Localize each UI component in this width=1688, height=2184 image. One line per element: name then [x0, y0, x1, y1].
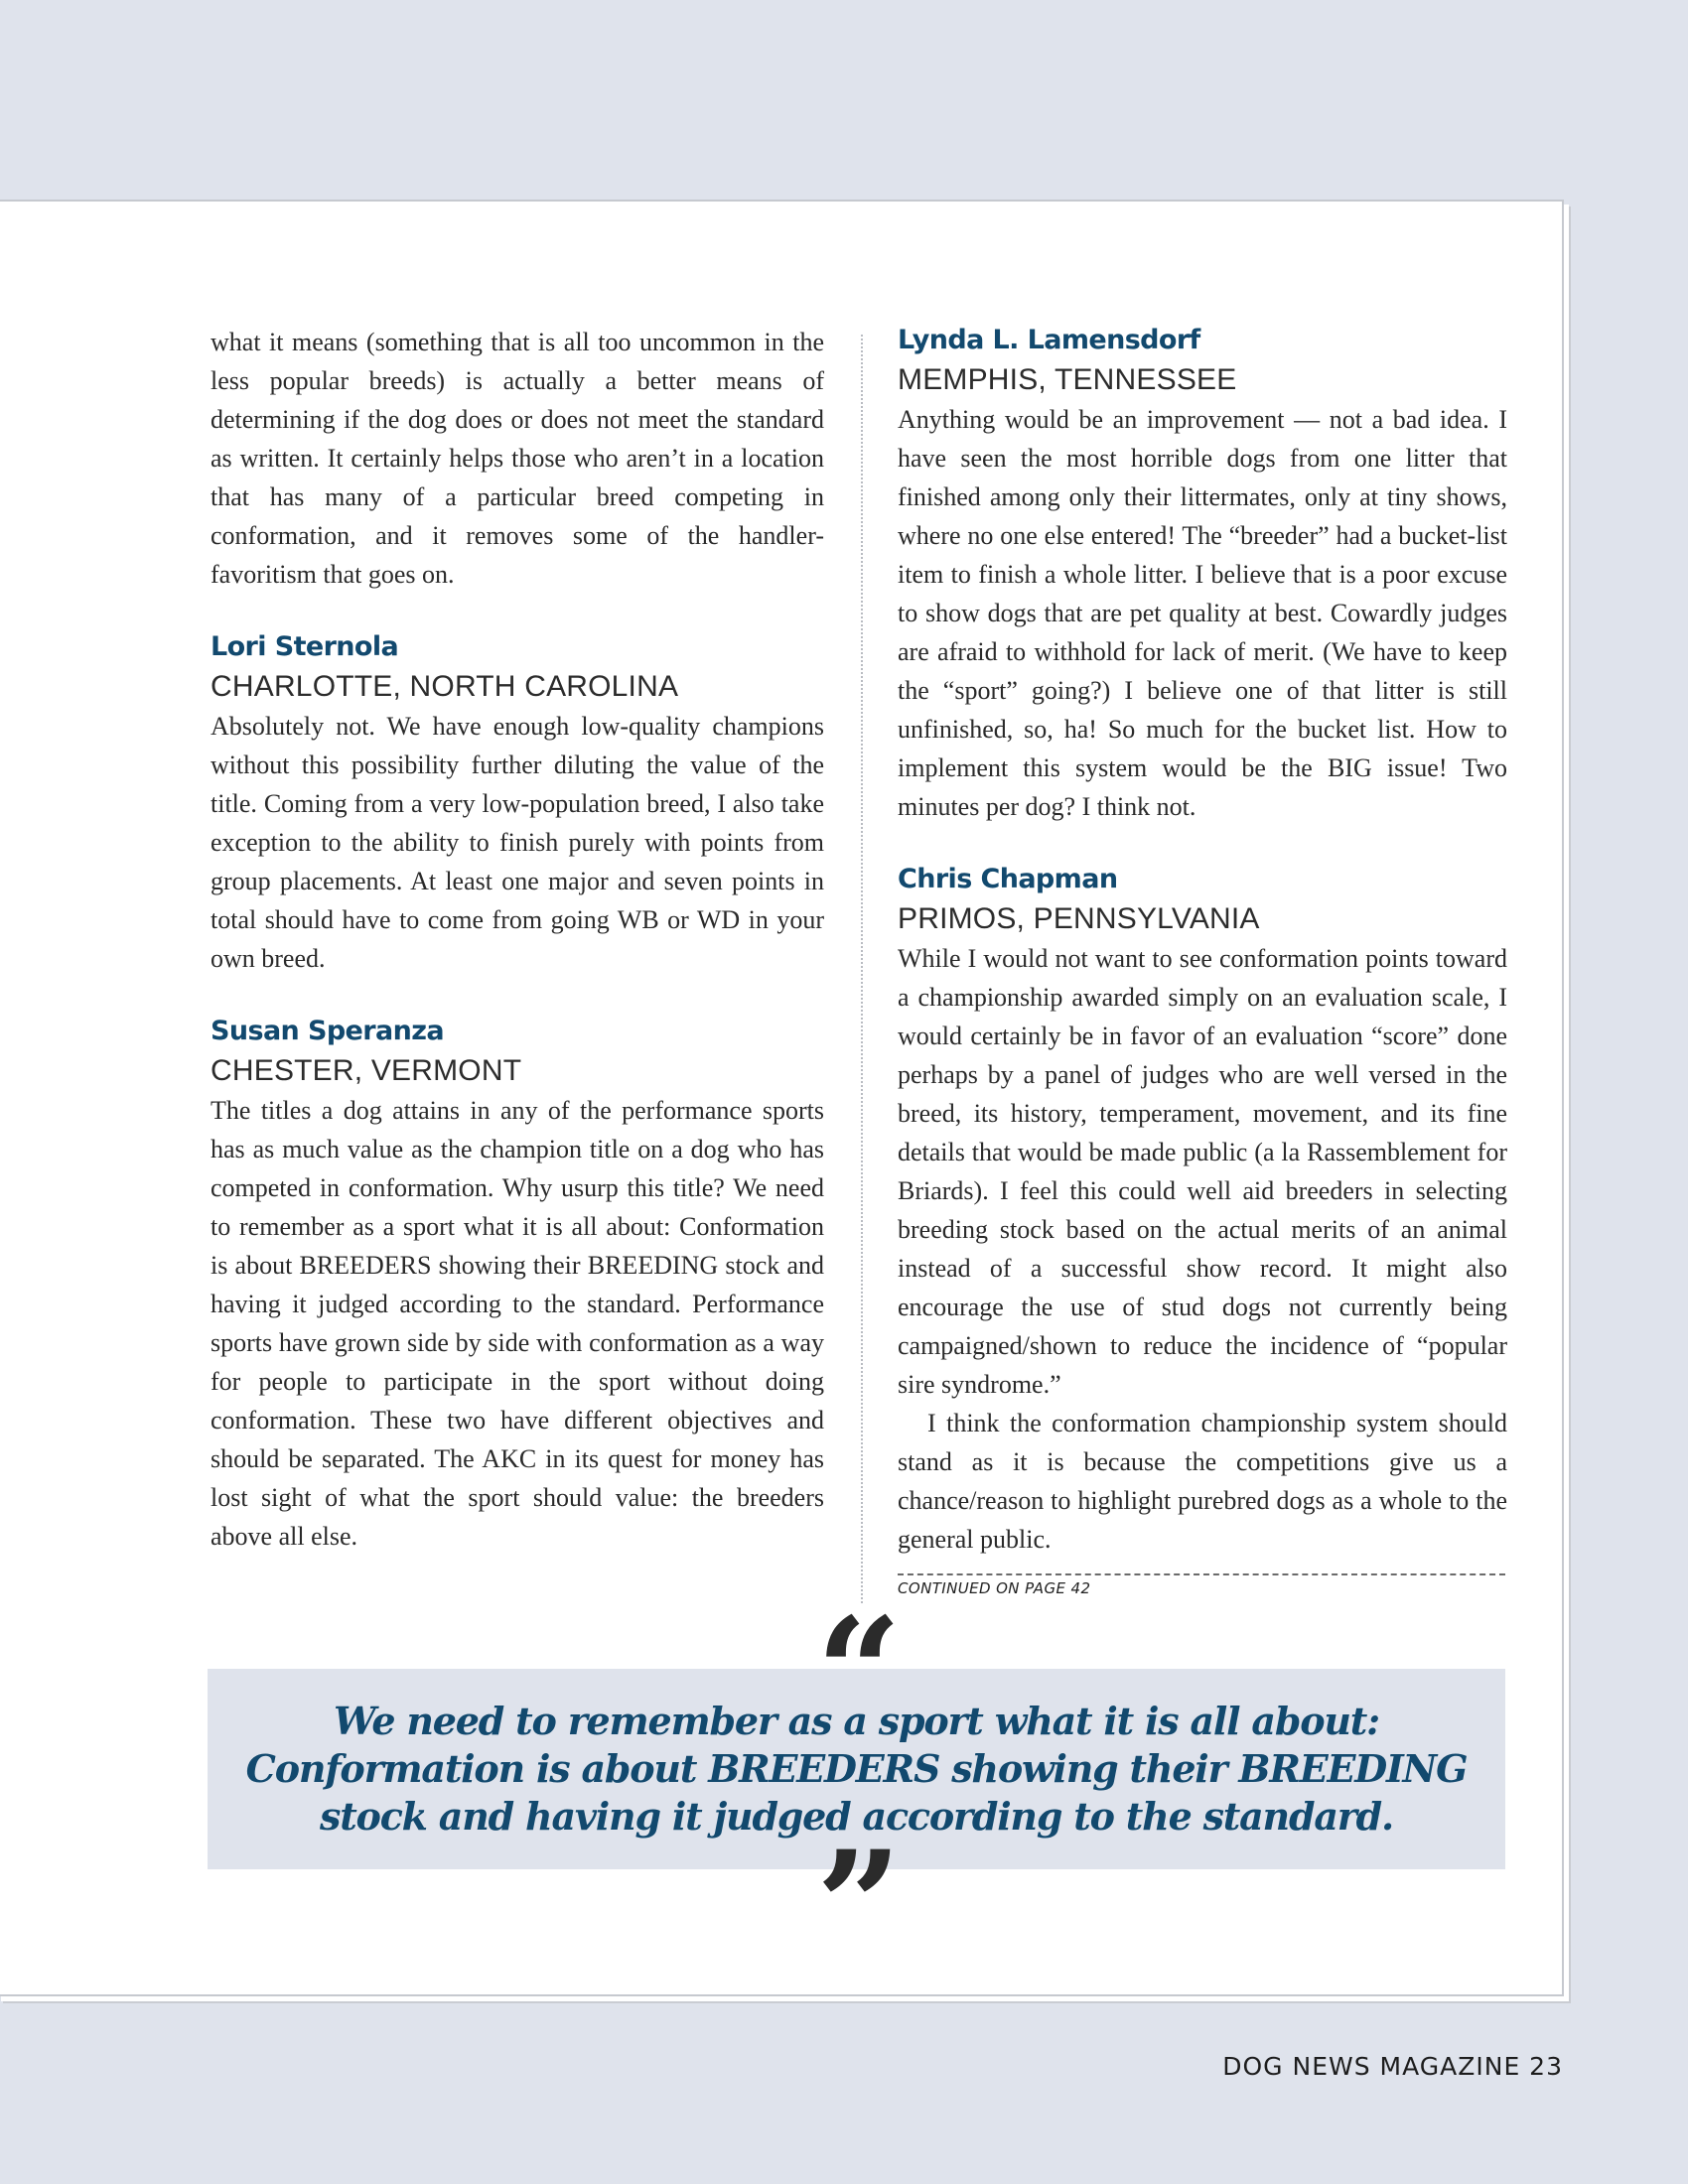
- response-lynda-lamensdorf: [898, 323, 1507, 826]
- intro-paragraph-block: [211, 323, 824, 594]
- respondent-location: PRIMOS, PENNSYLVANIA: [898, 902, 1260, 935]
- respondent-location: CHESTER, VERMONT: [211, 1054, 522, 1087]
- open-quote-icon: “: [815, 1585, 903, 1760]
- intro-paragraph: what it means (something that is all too uncommon in the less popular breeds) is actually a better means of determining if the dog does or does not meet the standard as written. It certainly helps those who aren’t in a location that has many of a particular breed competing in conformation, and it removes some of the handler-favoritism that goes on.: [211, 328, 824, 589]
- continued-on-link[interactable]: CONTINUED ON PAGE 42: [898, 1573, 1505, 1597]
- column-divider: [861, 335, 863, 1603]
- response-text-continued: I think the conformation championship system should stand as it is because the competitions give us a chance/reason to highlight purebred dogs as a whole to the general public.: [898, 1409, 1507, 1554]
- respondent-name: Lori Sternola: [211, 631, 399, 662]
- pull-quote-text: We need to remember as a sport what it is all about: Conformation is about BREEDERS showing their BREEDING stock and having it judged according to the standard.: [245, 1699, 1468, 1839]
- respondent-location: CHARLOTTE, NORTH CAROLINA: [211, 670, 679, 703]
- respondent-name: Chris Chapman: [898, 864, 1118, 894]
- left-column: [211, 323, 824, 1591]
- response-lori-sternola: [211, 629, 824, 978]
- page-footer: DOG NEWS MAGAZINE 23: [1222, 2052, 1563, 2081]
- close-quote-icon: ”: [815, 1819, 903, 1993]
- response-text: The titles a dog attains in any of the performance sports has as much value as the champion title on a dog who has competed in conformation. Why usurp this title? We need to remember as a sport what it is all about: Conformation is about BREEDERS showing their BREEDING stock and having it judged according to the standard. Performance sports have grown side by side with conformation as a way for people to participate in the sport without doing conformation. These two have different objectives and should be separated. The AKC in its quest for money has lost sight of what the sport should value: the breeders above all else.: [211, 1096, 824, 1551]
- respondent-name: Lynda L. Lamensdorf: [898, 325, 1200, 355]
- response-text: While I would not want to see conformation points toward a championship awarded simply on an evaluation scale, I would certainly be in favor of an evaluation “score” done perhaps by a panel of judges who are well versed in the breed, its history, temperament, movement, and its fine details that would be made public (a la Rassemblement for Briards). I feel this could well aid breeders in selecting breeding stock based on the actual merits of an animal instead of a successful show record. It might also encourage the use of stud dogs not currently being campaigned/shown to reduce the incidence of “popular sire syndrome.”: [898, 944, 1507, 1399]
- respondent-location: MEMPHIS, TENNESSEE: [898, 363, 1237, 396]
- response-susan-speranza: [211, 1014, 824, 1556]
- respondent-name: Susan Speranza: [211, 1016, 444, 1046]
- response-text: Absolutely not. We have enough low-quality champions without this possibility further diluting the value of the title. Coming from a very low-population breed, I also take exception to the ability to finish purely with points from group placements. At least one major and seven points in total should have to come from going WB or WD in your own breed.: [211, 712, 824, 973]
- response-chris-chapman: [898, 862, 1507, 1559]
- right-column: [898, 323, 1507, 1594]
- response-text: Anything would be an improvement — not a bad idea. I have seen the most horrible dogs from one litter that finished among only their littermates, only at tiny shows, where no one else entered! The “breeder” had a bucket-list item to finish a whole litter. I believe that is a poor excuse to show dogs that are pet quality at best. Cowardly judges are afraid to withhold for lack of merit. (We have to keep the “sport” going?) I believe one of that litter is still unfinished, so, ha! So much for the bucket list. How to implement this system would be the BIG issue! Two minutes per dog? I think not.: [898, 405, 1507, 821]
